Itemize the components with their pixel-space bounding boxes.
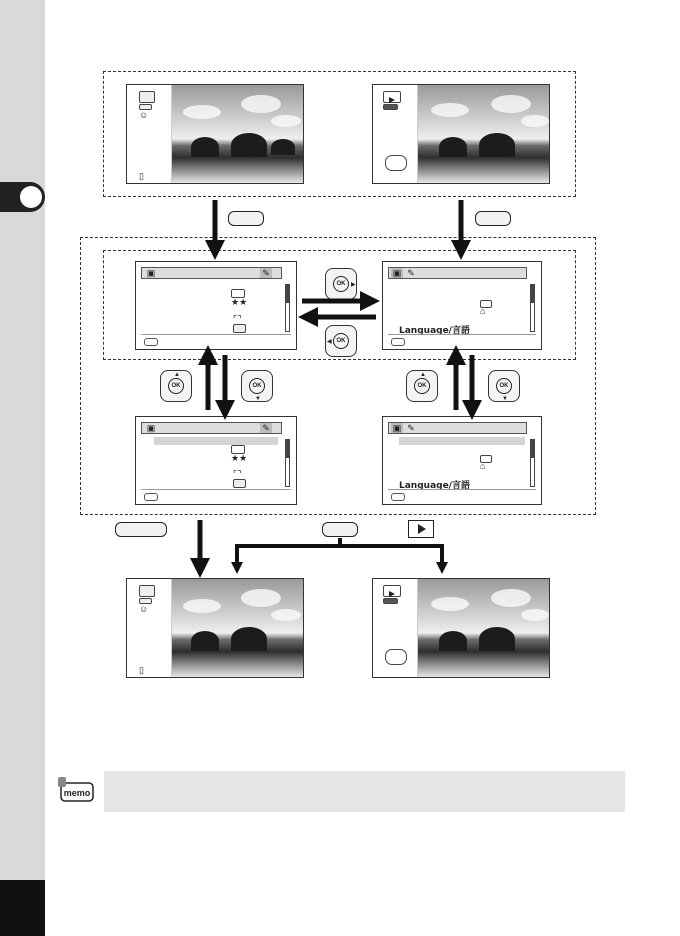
wrench-icon: ✎ [260, 423, 272, 433]
ok-up-button-icon: OK ▲ [406, 370, 438, 402]
ok-left-button-icon: OK ◀ [325, 325, 357, 357]
memo-icon [58, 777, 96, 805]
ok-down-button-icon: OK ▼ [488, 370, 520, 402]
focus-area-icon: ⌜⌝ [233, 469, 242, 479]
quality-icon: ★★ [231, 453, 248, 463]
camera-icon: ▣ [146, 268, 156, 278]
camera-icon: ▣ [392, 423, 402, 433]
home-icon: ⌂ [480, 306, 486, 316]
card-icon: ▯ [139, 665, 144, 675]
ok-right-button-icon: OK ▶ [325, 268, 357, 300]
home-icon: ⌂ [480, 461, 486, 471]
wrench-icon: ✎ [407, 268, 415, 278]
wrench-icon: ✎ [407, 423, 415, 433]
branch-connector [237, 546, 442, 568]
ok-down-button-icon: OK ▼ [241, 370, 273, 402]
arrow-head [436, 562, 448, 574]
face-detect-icon: ☺ [139, 604, 149, 614]
language-menu-item: Language/言語 [399, 326, 470, 336]
arrow-head [231, 562, 243, 574]
svg-text:memo: memo [63, 788, 91, 798]
language-menu-item: Language/言語 [399, 481, 470, 491]
wrench-icon: ✎ [260, 268, 272, 278]
ok-up-button-icon: OK ▲ [160, 370, 192, 402]
focus-area-icon: ⌜⌝ [233, 314, 242, 324]
quality-icon: ★★ [231, 297, 248, 307]
memo-note-bar [104, 771, 625, 812]
camera-icon: ▣ [392, 268, 402, 278]
card-icon: ▯ [139, 171, 144, 181]
camera-icon: ▣ [146, 423, 156, 433]
face-detect-icon: ☺ [139, 110, 149, 120]
